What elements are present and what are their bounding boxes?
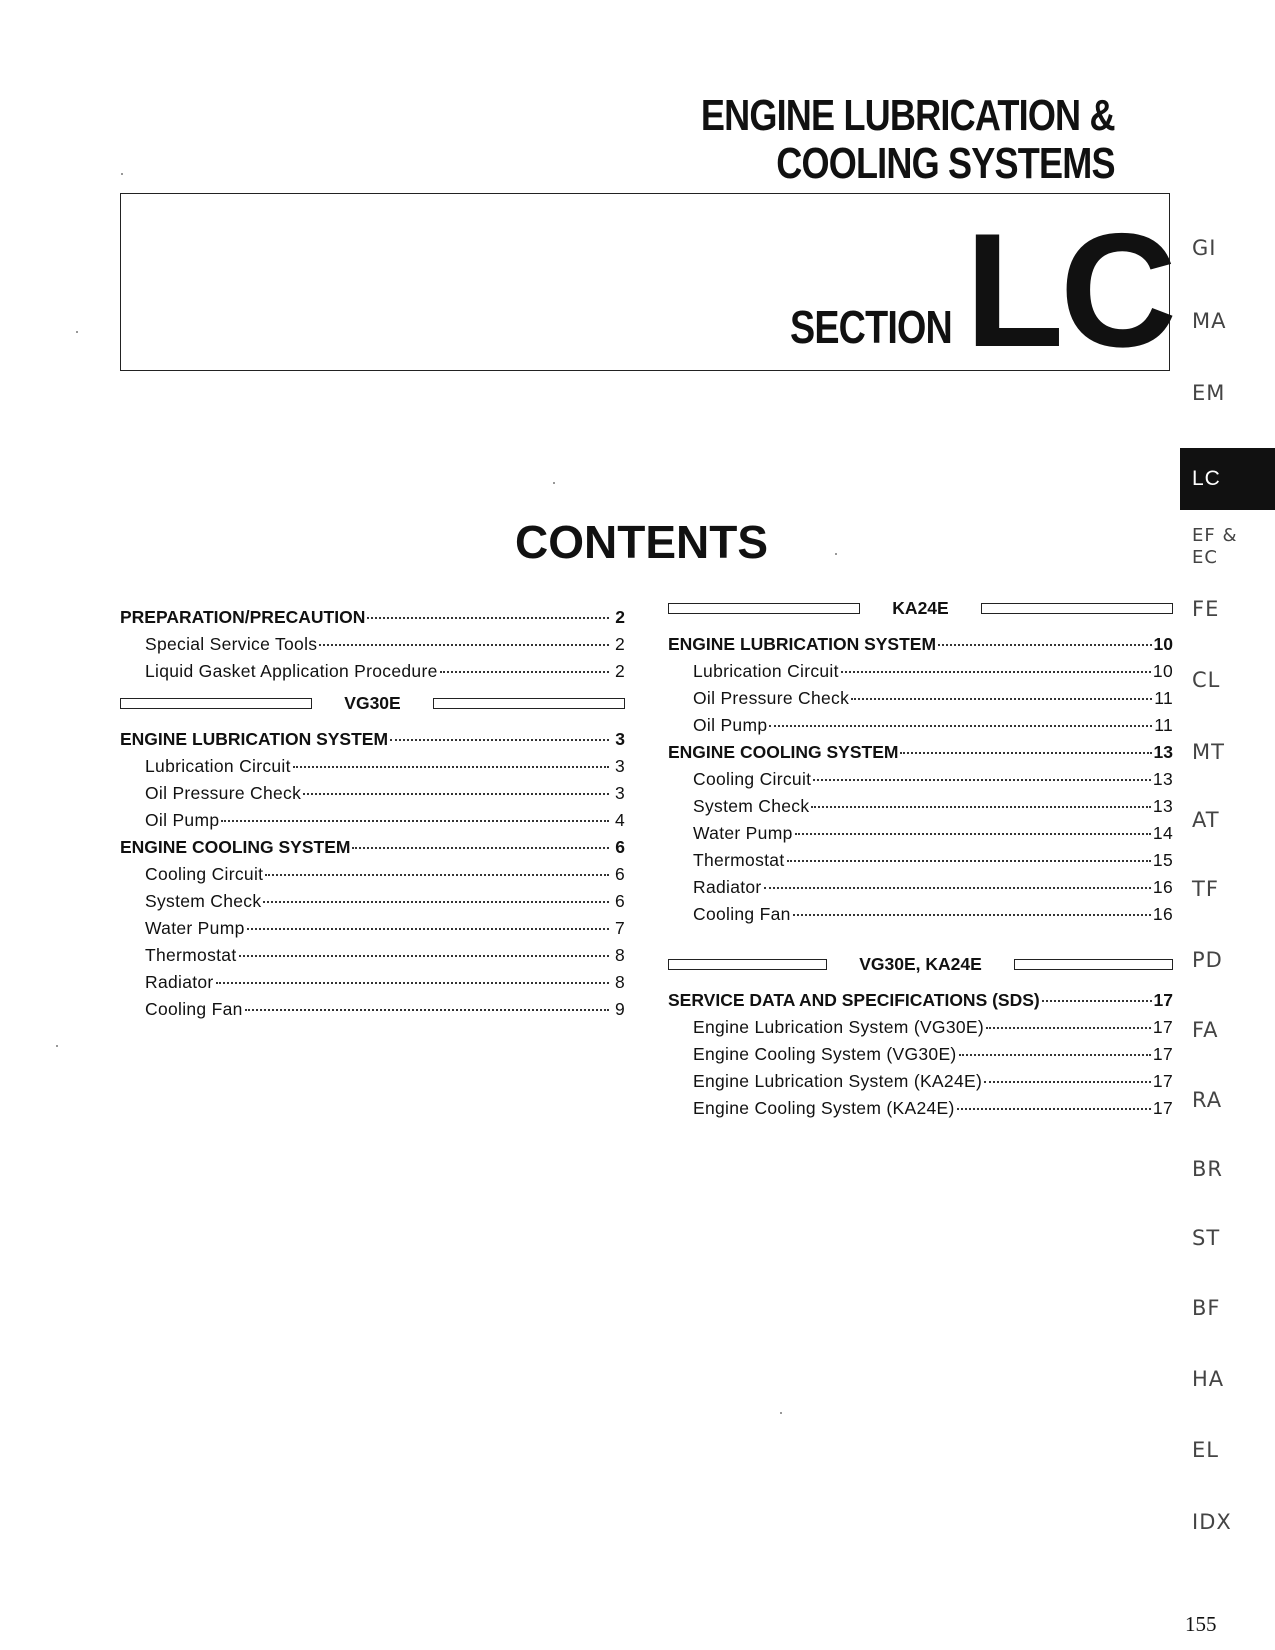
divider-bar-left [120, 698, 312, 709]
dot-leader [959, 1036, 1151, 1056]
toc-intro-list [120, 603, 625, 684]
toc-entry-page: 17 [1152, 1017, 1173, 1037]
toc-entry-page: 13 [1152, 769, 1173, 789]
toc-entry-page: 16 [1152, 904, 1173, 924]
index-tab-el[interactable]: EL [1192, 1438, 1219, 1462]
dot-leader [795, 815, 1151, 835]
index-tab-bf[interactable]: BF [1192, 1296, 1221, 1320]
index-tab-fa[interactable]: FA [1192, 1018, 1219, 1042]
title-line-1: ENGINE LUBRICATION & [701, 91, 1115, 140]
toc-entry-page: 6 [614, 891, 625, 911]
toc-vg30e-list [120, 725, 625, 1022]
toc-entry-label: ENGINE COOLING SYSTEM [668, 742, 899, 762]
toc-entry-page: 10 [1153, 634, 1173, 654]
toc-entry-liquid-gasket-application-procedure[interactable] [120, 657, 625, 684]
toc-entry-label: ENGINE LUBRICATION SYSTEM [668, 634, 937, 654]
scan-speck [835, 553, 837, 555]
index-tab-ma[interactable]: MA [1192, 309, 1227, 333]
toc-entry-label: Oil Pump [693, 715, 768, 735]
dot-leader [221, 802, 609, 822]
toc-entry-label: Cooling Circuit [693, 769, 812, 789]
index-tab-st[interactable]: ST [1192, 1226, 1221, 1250]
toc-entry-label: Cooling Circuit [145, 864, 264, 884]
toc-entry-label: Engine Cooling System (KA24E) [693, 1098, 955, 1118]
index-tab-br[interactable]: BR [1192, 1157, 1223, 1181]
dot-leader [813, 761, 1151, 781]
toc-entry-page: 15 [1152, 850, 1173, 870]
toc-entry-page: 11 [1154, 688, 1173, 708]
dot-leader [764, 869, 1151, 889]
toc-entry-page: 2 [614, 661, 625, 681]
toc-entry-label: Water Pump [145, 918, 245, 938]
dot-leader [367, 599, 609, 619]
dot-leader [293, 748, 609, 768]
toc-entry-page: 3 [615, 729, 625, 749]
toc-entry-page: 2 [614, 634, 625, 654]
toc-entry-label: Cooling Fan [145, 999, 243, 1019]
dot-leader [769, 707, 1152, 727]
toc-left-column [120, 603, 625, 1022]
index-tab-at[interactable]: AT [1192, 808, 1220, 832]
toc-sds-list [668, 986, 1173, 1121]
dot-leader [247, 910, 609, 930]
divider-bar-left [668, 959, 827, 970]
toc-entry-page: 4 [614, 810, 625, 830]
divider-bar-right [433, 698, 625, 709]
toc-entry-page: 17 [1153, 990, 1173, 1010]
toc-entry-page: 9 [614, 999, 625, 1019]
toc-entry-page: 2 [615, 607, 625, 627]
toc-entry-label: Radiator [693, 877, 762, 897]
toc-entry-label: Oil Pressure Check [693, 688, 850, 708]
toc-entry-page: 14 [1152, 823, 1173, 843]
toc-entry-page: 10 [1152, 661, 1173, 681]
toc-entry-page: 17 [1152, 1071, 1173, 1091]
index-tab-lc[interactable]: LC [1180, 448, 1275, 510]
dot-leader [957, 1090, 1151, 1110]
index-tab-fe[interactable]: FE [1192, 597, 1220, 621]
page-number: 155 [1185, 1612, 1217, 1636]
contents-heading [0, 515, 1275, 569]
contents-heading-text: CONTENTS [515, 516, 768, 568]
toc-entry-label: Thermostat [693, 850, 785, 870]
toc-entry-page: 6 [614, 864, 625, 884]
dot-leader [440, 653, 609, 673]
dot-leader [793, 896, 1151, 916]
toc-entry-page: 7 [614, 918, 625, 938]
dot-leader [851, 680, 1152, 700]
toc-entry-label: Liquid Gasket Application Procedure [145, 661, 438, 681]
engine-label: VG30E [344, 693, 401, 713]
toc-entry-page: 13 [1153, 742, 1173, 762]
toc-entry-page: 8 [614, 972, 625, 992]
scan-speck [553, 482, 555, 484]
toc-entry-label: Lubrication Circuit [693, 661, 839, 681]
toc-entry-label: Engine Cooling System (VG30E) [693, 1044, 957, 1064]
engine-label: VG30E, KA24E [859, 954, 982, 974]
toc-entry-label: Lubrication Circuit [145, 756, 291, 776]
engine-divider-vg30e [120, 690, 625, 717]
index-tab-mt[interactable]: MT [1192, 740, 1225, 764]
toc-entry-page: 3 [614, 756, 625, 776]
toc-entry-page: 16 [1152, 877, 1173, 897]
index-tab-tf[interactable]: TF [1192, 877, 1219, 901]
toc-entry-label: ENGINE COOLING SYSTEM [120, 837, 351, 857]
toc-entry-page: 6 [615, 837, 625, 857]
section-label: SECTION [790, 301, 952, 353]
dot-leader [984, 1063, 1151, 1083]
toc-entry-label: Oil Pump [145, 810, 220, 830]
section-code: LC [965, 200, 1173, 381]
toc-entry-page: 11 [1154, 715, 1173, 735]
dot-leader [900, 734, 1151, 754]
toc-entry-page: 17 [1152, 1098, 1173, 1118]
scan-speck [780, 1412, 782, 1414]
engine-divider-sds [668, 951, 1173, 978]
toc-entry-label: System Check [145, 891, 262, 911]
index-tab-pd[interactable]: PD [1192, 948, 1223, 972]
divider-bar-right [1014, 959, 1173, 970]
toc-entry-page: 3 [614, 783, 625, 803]
dot-leader [352, 829, 609, 849]
toc-entry-page: 8 [614, 945, 625, 965]
scan-speck [76, 331, 78, 333]
dot-leader [986, 1009, 1151, 1029]
dot-leader [263, 883, 609, 903]
toc-entry-label: Radiator [145, 972, 214, 992]
toc-entry-cooling-fan[interactable] [120, 995, 625, 1022]
engine-divider-ka24e [668, 595, 1173, 622]
dot-leader [390, 721, 609, 741]
toc-entry-label: Cooling Fan [693, 904, 791, 924]
toc-entry-label: Water Pump [693, 823, 793, 843]
scan-speck [56, 1045, 58, 1047]
toc-entry-page: 17 [1152, 1044, 1173, 1064]
toc-entry-label: System Check [693, 796, 810, 816]
title-line-2: COOLING SYSTEMS [776, 139, 1115, 188]
index-tab-em[interactable]: EM [1192, 381, 1226, 405]
page-title [701, 92, 1115, 188]
dot-leader [245, 991, 609, 1011]
toc-entry-label: Special Service Tools [145, 634, 318, 654]
toc-entry-label: Oil Pressure Check [145, 783, 302, 803]
toc-entry-label: ENGINE LUBRICATION SYSTEM [120, 729, 389, 749]
dot-leader [938, 626, 1152, 646]
toc-entry-label: Engine Lubrication System (KA24E) [693, 1071, 983, 1091]
scan-speck [121, 173, 123, 175]
section-index-tabs [1180, 0, 1275, 1650]
divider-bar-right [981, 603, 1173, 614]
dot-leader [319, 626, 609, 646]
dot-leader [1042, 982, 1152, 1002]
dot-leader [216, 964, 609, 984]
dot-leader [787, 842, 1151, 862]
index-tab-idx[interactable]: IDX [1192, 1510, 1232, 1534]
toc-right-column [668, 598, 1173, 1121]
toc-entry-label: Engine Lubrication System (VG30E) [693, 1017, 985, 1037]
toc-entry-label: SERVICE DATA AND SPECIFICATIONS (SDS) [668, 990, 1040, 1010]
dot-leader [811, 788, 1151, 808]
divider-bar-left [668, 603, 860, 614]
toc-entry-page: 13 [1152, 796, 1173, 816]
index-tab-cl[interactable]: CL [1192, 668, 1221, 692]
index-tab-ha[interactable]: HA [1192, 1367, 1225, 1391]
dot-leader [239, 937, 610, 957]
toc-entry-label: PREPARATION/PRECAUTION [120, 607, 366, 627]
dot-leader [841, 653, 1151, 673]
index-tab-ra[interactable]: RA [1192, 1088, 1223, 1112]
toc-entry-cooling-fan[interactable] [668, 900, 1173, 927]
toc-entry-label: Thermostat [145, 945, 237, 965]
toc-entry-engine-cooling-system-ka24e[interactable] [668, 1094, 1173, 1121]
index-tab-ef-ec[interactable]: EF & EC [1192, 525, 1238, 568]
dot-leader [265, 856, 609, 876]
index-tab-gi[interactable]: GI [1192, 236, 1217, 260]
toc-ka24e-list [668, 630, 1173, 927]
engine-label: KA24E [892, 598, 949, 618]
dot-leader [303, 775, 609, 795]
